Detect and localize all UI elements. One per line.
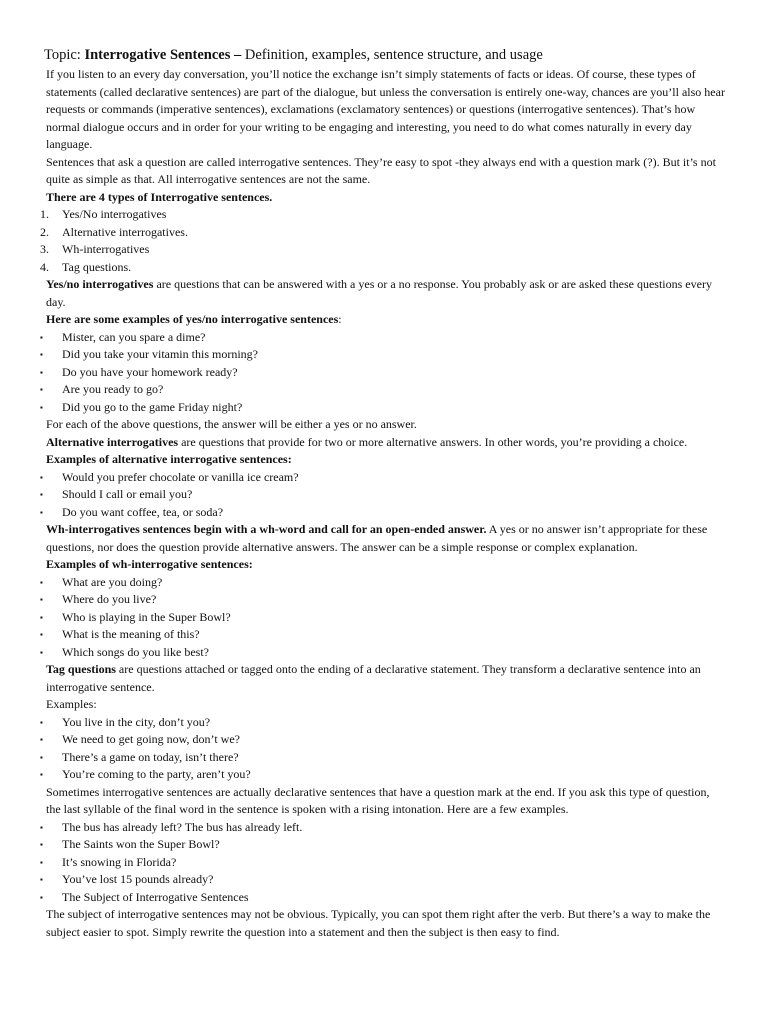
bullet-icon: ▪ (40, 735, 43, 744)
list-item-text: The Subject of Interrogative Sentences (62, 889, 249, 904)
bullet-icon: ▪ (40, 717, 43, 727)
list-item (40, 486, 726, 504)
wh-rest: A yes or no answer isn’t appropriate for these questions, nor does the question provide alternative answers. The answer can be a simple response or complex explanation. (46, 522, 708, 554)
bullet-icon: ▪ (40, 402, 43, 412)
list-item-text: You’ve lost 15 pounds already? (62, 872, 214, 886)
bullet-icon: ▪ (40, 507, 43, 517)
list-item-text: Tag questions. (62, 259, 132, 274)
list-item (40, 626, 726, 644)
list-item-text: Did you take your vitamin this morning? (62, 347, 258, 361)
title-topic-bold: Interrogative Sentences – (84, 47, 242, 63)
list-item (40, 749, 726, 767)
yesno-examples-heading-tail: : (338, 312, 342, 326)
yesno-examples-list (40, 329, 726, 417)
bullet-icon: ▪ (40, 472, 43, 482)
list-item-text: Which songs do you like best? (62, 644, 209, 659)
yesno-rest: are questions that can be answered with a yes or a no response. You probably ask or are asked these questions every day. (46, 277, 712, 309)
wh-lead: Wh-interrogatives sentences begin with a wh-word and call for an open-ended answer. (46, 522, 487, 536)
list-item-text: Should I call or email you? (62, 487, 193, 501)
list-item-text: Do you want coffee, tea, or soda? (62, 504, 224, 519)
list-item (40, 346, 726, 364)
list-item (40, 399, 726, 417)
bullet-icon: ▪ (40, 490, 43, 499)
bullet-icon: ▪ (40, 647, 43, 657)
list-item (40, 836, 726, 854)
list-item (40, 504, 726, 522)
list-item (40, 469, 726, 487)
tag-lead: Tag questions (46, 662, 116, 676)
bullet-icon: ▪ (40, 770, 43, 779)
bullet-icon: ▪ (40, 595, 43, 604)
list-item-text: It’s snowing in Florida? (62, 854, 177, 869)
alternative-examples-list (40, 469, 726, 522)
tag-rest: are questions attached or tagged onto the ending of a declarative statement. They transform a declarative sentence into an interrogative sentence. (46, 662, 701, 694)
bullet-icon: ▪ (40, 892, 43, 902)
list-item (40, 644, 726, 662)
list-number: 2. (40, 224, 49, 239)
list-item-text: We need to get going now, don’t we? (62, 732, 240, 746)
title-topic-rest: Definition, examples, sentence structure, and usage (241, 47, 543, 63)
list-item (40, 731, 726, 749)
types-heading: There are 4 types of Interrogative sentences. (46, 189, 273, 204)
list-item-text: What are you doing? (62, 574, 163, 589)
list-item (40, 574, 726, 592)
list-item-text: Where do you live? (62, 592, 157, 606)
list-item (40, 854, 726, 872)
bullet-icon: ▪ (40, 822, 43, 832)
yesno-examples-heading (44, 311, 726, 329)
tag-examples-heading: Examples: (46, 697, 97, 711)
list-item-text: Yes/No interrogatives (62, 207, 167, 221)
bullet-icon: ▪ (40, 630, 43, 639)
wh-paragraph (44, 521, 726, 556)
page-title (44, 44, 726, 66)
list-item (40, 714, 726, 732)
list-item-text: The Saints won the Super Bowl? (62, 837, 220, 851)
list-item (40, 591, 726, 609)
list-item (40, 206, 726, 224)
list-item (40, 609, 726, 627)
yesno-after: For each of the above questions, the answer will be either a yes or no answer. (46, 417, 417, 431)
bullet-icon: ▪ (40, 752, 43, 762)
tag-paragraph (44, 661, 726, 696)
yesno-examples-heading-bold: Here are some examples of yes/no interrogative sentences (46, 312, 339, 326)
list-number: 4. (40, 259, 49, 274)
list-item-text: Wh-interrogatives (62, 242, 150, 256)
bullet-icon: ▪ (40, 367, 43, 377)
list-item-text: Do you have your homework ready? (62, 364, 238, 379)
wh-examples-heading: Examples of wh-interrogative sentences: (46, 557, 253, 571)
declarative-question-examples-list (40, 819, 726, 907)
list-item-text: Did you go to the game Friday night? (62, 399, 243, 414)
list-number: 3. (40, 242, 49, 256)
list-item (40, 259, 726, 277)
list-item (40, 819, 726, 837)
list-item (40, 889, 726, 907)
list-number: 1. (40, 207, 49, 221)
list-item-text: You’re coming to the party, aren’t you? (62, 767, 251, 781)
list-item-text: Would you prefer chocolate or vanilla ice cream? (62, 469, 299, 484)
intro-paragraph-2: Sentences that ask a question are called interrogative sentences. They’re easy to spot -they always end with a question mark (?). But it’s not quite as simple as that. All interrogative sentences are not the same. (46, 154, 716, 186)
bullet-icon: ▪ (40, 385, 43, 394)
alternative-rest: are questions that provide for two or more alternative answers. In other words, you’re providing a choice. (178, 434, 688, 449)
subject-paragraph: The subject of interrogative sentences may not be obvious. Typically, you can spot them right after the verb. But there’s a way to make the subject easier to spot. Simply rewrite the question into a statement and then the subject is then easy to find. (46, 907, 711, 939)
list-item (40, 871, 726, 889)
list-item-text: What is the meaning of this? (62, 627, 200, 641)
list-item (40, 381, 726, 399)
alternative-lead: Alternative interrogatives (46, 434, 179, 449)
bullet-icon: ▪ (40, 840, 43, 849)
list-item-text: Are you ready to go? (62, 382, 164, 396)
list-item-text: You live in the city, don’t you? (62, 714, 211, 729)
list-item-text: There’s a game on today, isn’t there? (62, 749, 239, 764)
list-item (40, 241, 726, 259)
list-item-text: Alternative interrogatives. (62, 224, 188, 239)
yesno-paragraph (44, 276, 726, 311)
list-item-text: Mister, can you spare a dime? (62, 329, 206, 344)
bullet-icon: ▪ (40, 350, 43, 359)
list-item-text: The bus has already left? The bus has already left. (62, 819, 303, 834)
list-item (40, 766, 726, 784)
list-item (40, 364, 726, 382)
bullet-icon: ▪ (40, 612, 43, 622)
list-item (40, 329, 726, 347)
bullet-icon: ▪ (40, 857, 43, 867)
wh-examples-list (40, 574, 726, 662)
bullet-icon: ▪ (40, 875, 43, 884)
intro-paragraph-1: If you listen to an every day conversation, you’ll notice the exchange isn’t simply statements of facts or ideas. Of course, these types of statements (called declarative sentences) are part of the dialogue, but unless the conversation is entirely one-way, chances are you’ll also hear requests or commands (imperative sentences), exclamations (exclamatory sentences) or questions (interrogative sentences). That’s how normal dialogue occurs and in order for your writing to be engaging and interesting, you need to do what comes naturally in every day language. (46, 67, 725, 151)
yesno-lead: Yes/no interrogatives (46, 277, 154, 291)
bullet-icon: ▪ (40, 577, 43, 587)
list-item (40, 224, 726, 242)
bullet-icon: ▪ (40, 332, 43, 342)
tag-examples-list (40, 714, 726, 784)
list-item-text: Who is playing in the Super Bowl? (62, 609, 231, 624)
alternative-paragraph (44, 434, 726, 452)
alternative-examples-heading: Examples of alternative interrogative sentences: (46, 452, 292, 466)
declarative-question-paragraph: Sometimes interrogative sentences are actually declarative sentences that have a question mark at the end. If you ask this type of question, the last syllable of the final word in the sentence is spoken with a rising intonation. Here are a few examples. (46, 784, 710, 816)
title-topic-label: Topic: (44, 47, 85, 63)
types-list (40, 206, 726, 276)
